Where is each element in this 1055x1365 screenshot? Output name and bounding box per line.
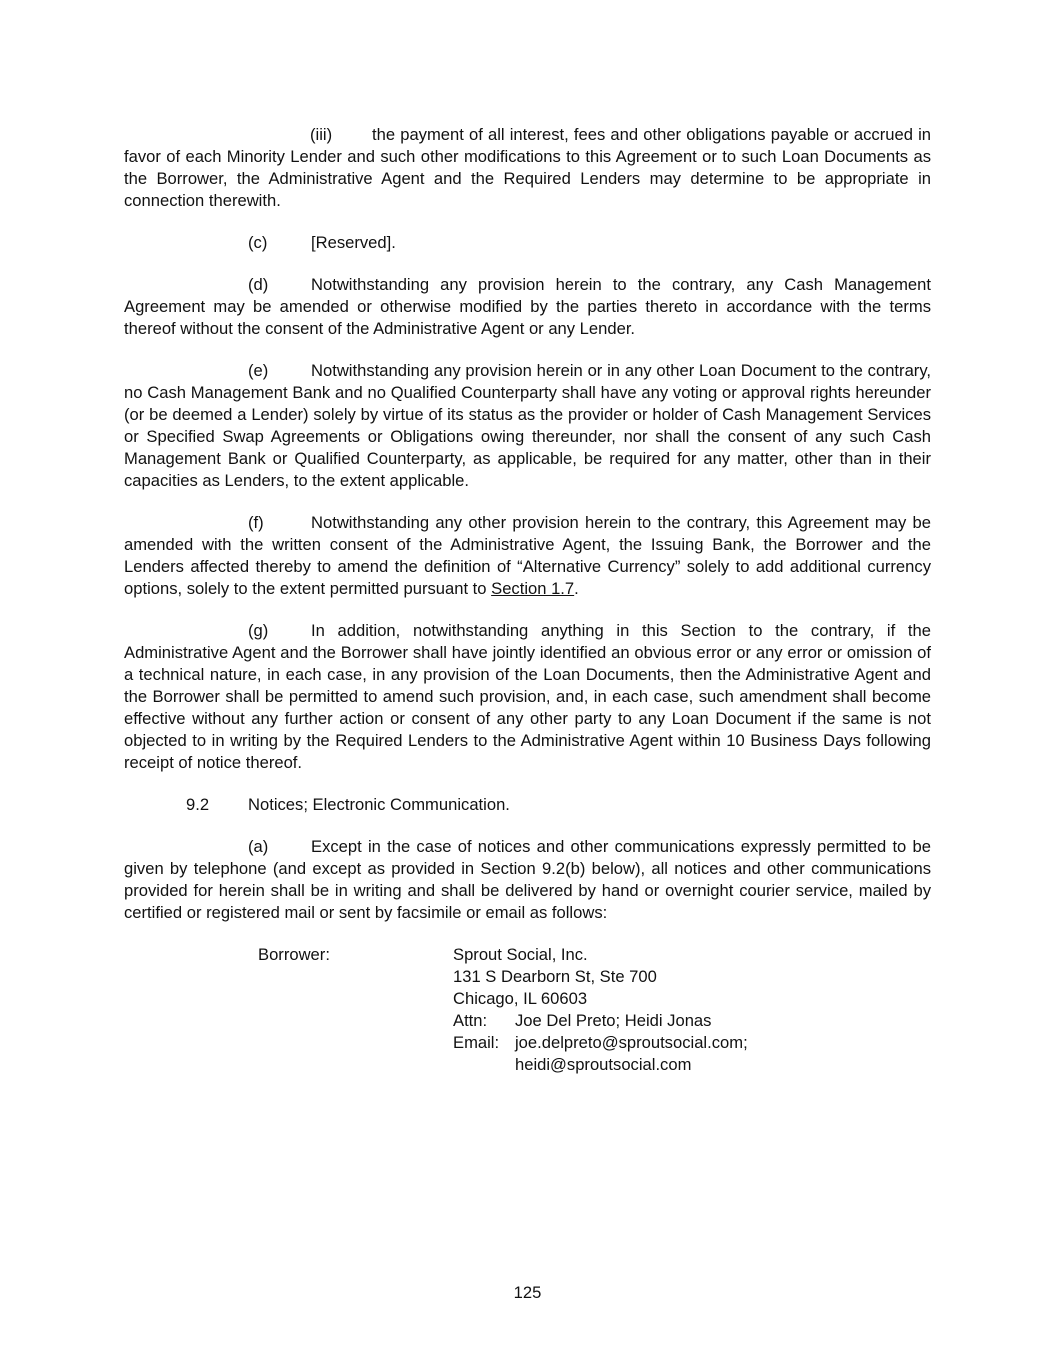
company-name: Sprout Social, Inc. (453, 945, 588, 964)
paragraph-text: the payment of all interest, fees and other obligations payable or accrued in favor of each Minority Lender and such other modifications to this Agreement or to such Loan Documents as the Borrower, the Administrative Agent and the Required Lenders may determine to be appropriate in connection therewith. (124, 125, 931, 210)
paragraph-text: Notwithstanding any other provision herein to the contrary, this Agreement may be amended with the written consent of the Administrative Agent, the Issuing Bank, the Borrower and the Lenders affected thereby to amend the definition of “Alternative Currency” solely to add additional currency options, solely to the extent permitted pursuant to (124, 513, 931, 598)
paragraph-e (124, 360, 931, 492)
paragraph-text: [Reserved]. (311, 233, 396, 252)
email-values (515, 1032, 748, 1076)
address-label: Borrower: (258, 945, 330, 964)
paragraph-iii (124, 124, 931, 212)
paragraph-marker: (c) (248, 233, 268, 252)
paragraph-c (124, 232, 931, 254)
email-address: joe.delpreto@sproutsocial.com; (515, 1033, 748, 1052)
page-number: 125 (513, 1283, 542, 1302)
paragraph-text: Except in the case of notices and other communications expressly permitted to be given by telephone (and except as provided in Section 9.2(b) below), all notices and other communications provided for herein shall be in writing and shall be delivered by hand or overnight courier service, mailed by certified or registered mail or sent by facsimile or email as follows: (124, 837, 931, 922)
email-label: Email: (453, 1033, 500, 1052)
section-title: Notices; Electronic Communication. (248, 795, 510, 814)
paragraph-marker: (f) (248, 513, 264, 532)
street-address: 131 S Dearborn St, Ste 700 (453, 967, 657, 986)
section-number: 9.2 (186, 795, 210, 814)
paragraph-marker: (e) (248, 361, 269, 380)
paragraph-d (124, 274, 931, 340)
paragraph-text: Notwithstanding any provision herein or in any other Loan Document to the contrary, no Cash Management Bank and no Qualified Counterparty shall have any voting or approval rights hereunder (or be deemed a Lender) solely by virtue of its status as the provider or holder of Cash Management Services or Specified Swap Agreements or Obligations owing thereunder, nor shall the consent of any such Cash Management Bank or Qualified Counterparty, as applicable, be required for any matter, other than in their capacities as Lenders, to the extent applicable. (124, 361, 931, 490)
paragraph-a (124, 836, 931, 924)
paragraph-text: In addition, notwithstanding anything in this Section to the contrary, if the Administrative Agent and the Borrower shall have jointly identified an obvious error or any error or omission of a technical nature, in each case, in any provision of the Loan Documents, then the Administrative Agent and the Borrower shall be permitted to amend such provision, and, in each case, such amendment shall become effective without any further action or consent of any other party to any Loan Document if the same is not objected to in writing by the Required Lenders to the Administrative Agent within 10 Business Days following receipt of notice thereof. (124, 621, 931, 772)
city-state-zip: Chicago, IL 60603 (453, 989, 588, 1008)
borrower-address-block (124, 944, 931, 1076)
paragraph-text: Notwithstanding any provision herein to the contrary, any Cash Management Agreement may be amended or otherwise modified by the parties thereto in accordance with the terms thereof without the consent of the Administrative Agent or any Lender. (124, 275, 931, 338)
paragraph-f (124, 512, 931, 600)
paragraph-tail: . (574, 579, 579, 598)
address-details (453, 944, 748, 1076)
email-row (453, 1032, 748, 1076)
section-cross-reference: Section 1.7 (491, 579, 575, 598)
attention-label: Attn: (453, 1011, 488, 1030)
paragraph-marker: (g) (248, 621, 269, 640)
document-page (124, 124, 931, 1076)
paragraph-marker: (d) (248, 275, 269, 294)
paragraph-g (124, 620, 931, 774)
section-heading (124, 794, 931, 816)
attention-value: Joe Del Preto; Heidi Jonas (515, 1011, 712, 1030)
attention-row (453, 1010, 748, 1032)
paragraph-marker: (a) (248, 837, 269, 856)
email-address: heidi@sproutsocial.com (515, 1055, 692, 1074)
paragraph-marker: (iii) (310, 125, 333, 144)
